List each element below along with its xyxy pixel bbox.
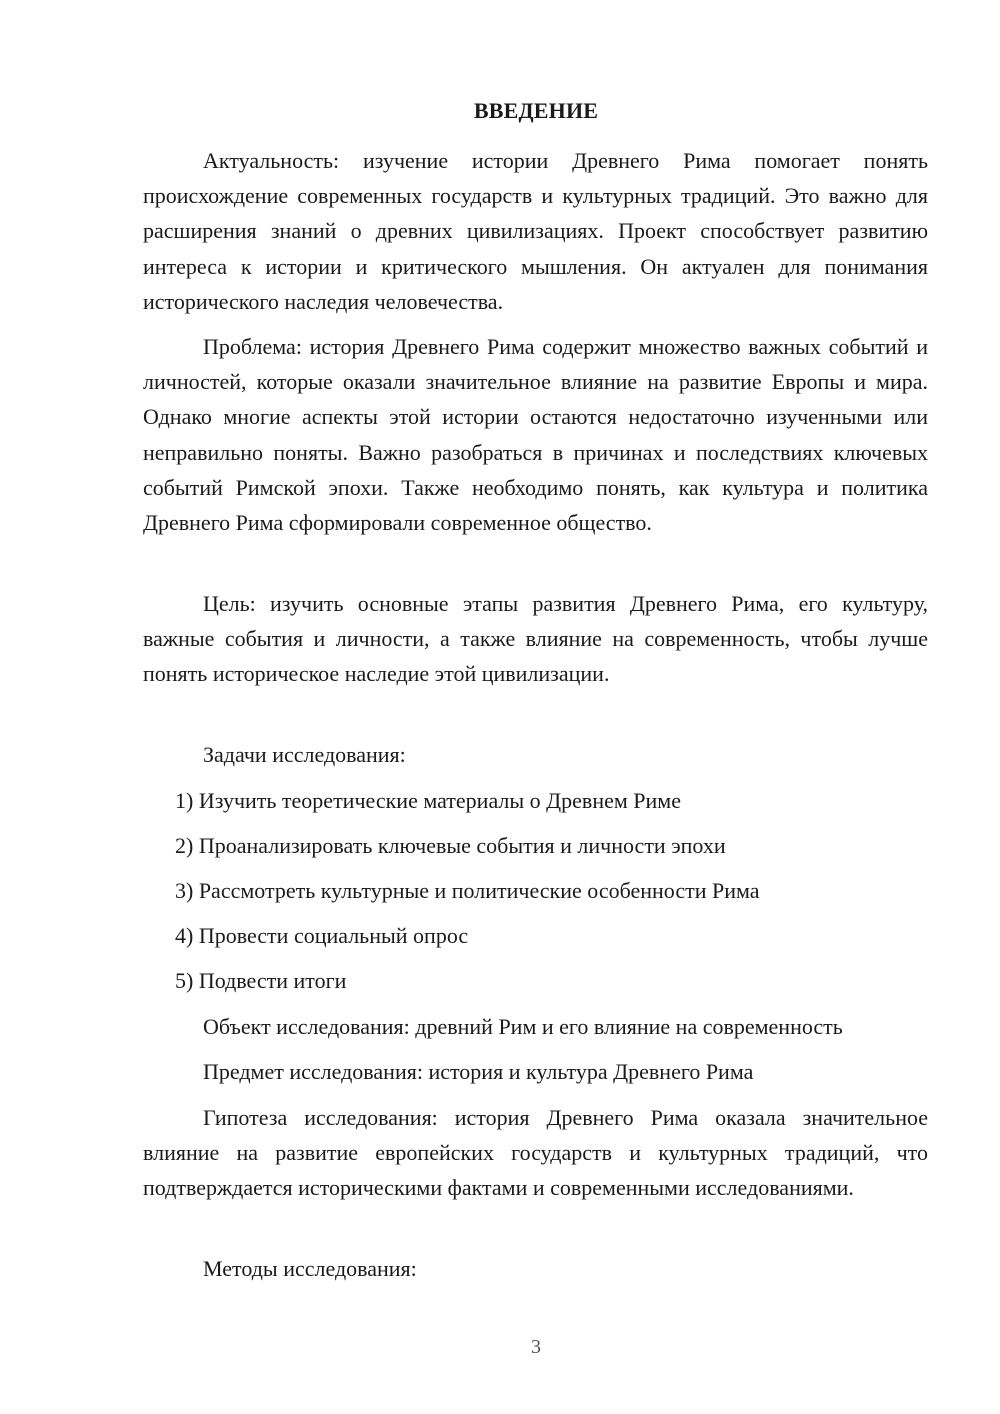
problem-paragraph: Проблема: история Древнего Рима содержит множество важных событий и личностей, которые оказали значительное влияние на развитие Европы и мира. Однако многие аспекты этой истории остаются недостаточно изученными или неправильно поняты. Важно разобраться в причинах и последствиях ключевых событий Римской эпохи. Также необходимо понять, как культура и политика Древнего Рима сформировали современное общество. [143,334,928,536]
methods-title: Методы исследования: [203,1256,417,1281]
task-item-2: 2) Проанализировать ключевые события и личности эпохи [175,833,726,858]
relevance-paragraph: Актуальность: изучение истории Древнего Рима помогает понять происхождение современных государств и культурных традиций. Это важно для расширения знаний о древних цивилизациях. Проект способствует развитию интереса к истории и критического мышления. Он актуален для понимания исторического наследия человечества. [143,148,928,314]
research-object: Объект исследования: древний Рим и его влияние на современность [203,1014,843,1039]
page-number: 3 [531,1336,541,1358]
research-subject: Предмет исследования: история и культура Древнего Рима [203,1059,754,1084]
tasks-title: Задачи исследования: [203,742,406,767]
task-item-1: 1) Изучить теоретические материалы о Древнем Риме [175,788,681,813]
section-heading: ВВЕДЕНИЕ [473,98,599,123]
task-item-3: 3) Рассмотреть культурные и политические особенности Рима [175,878,760,903]
goal-paragraph: Цель: изучить основные этапы развития Древнего Рима, его культуру, важные события и личности, а также влияние на современность, чтобы лучше понять историческое наследие этой цивилизации. [143,591,928,687]
task-item-5: 5) Подвести итоги [175,968,347,993]
hypothesis-paragraph: Гипотеза исследования: история Древнего Рима оказала значительное влияние на развитие европейских государств и культурных традиций, что подтверждается историческими фактами и современными исследованиями. [143,1105,928,1201]
task-item-4: 4) Провести социальный опрос [175,923,469,948]
